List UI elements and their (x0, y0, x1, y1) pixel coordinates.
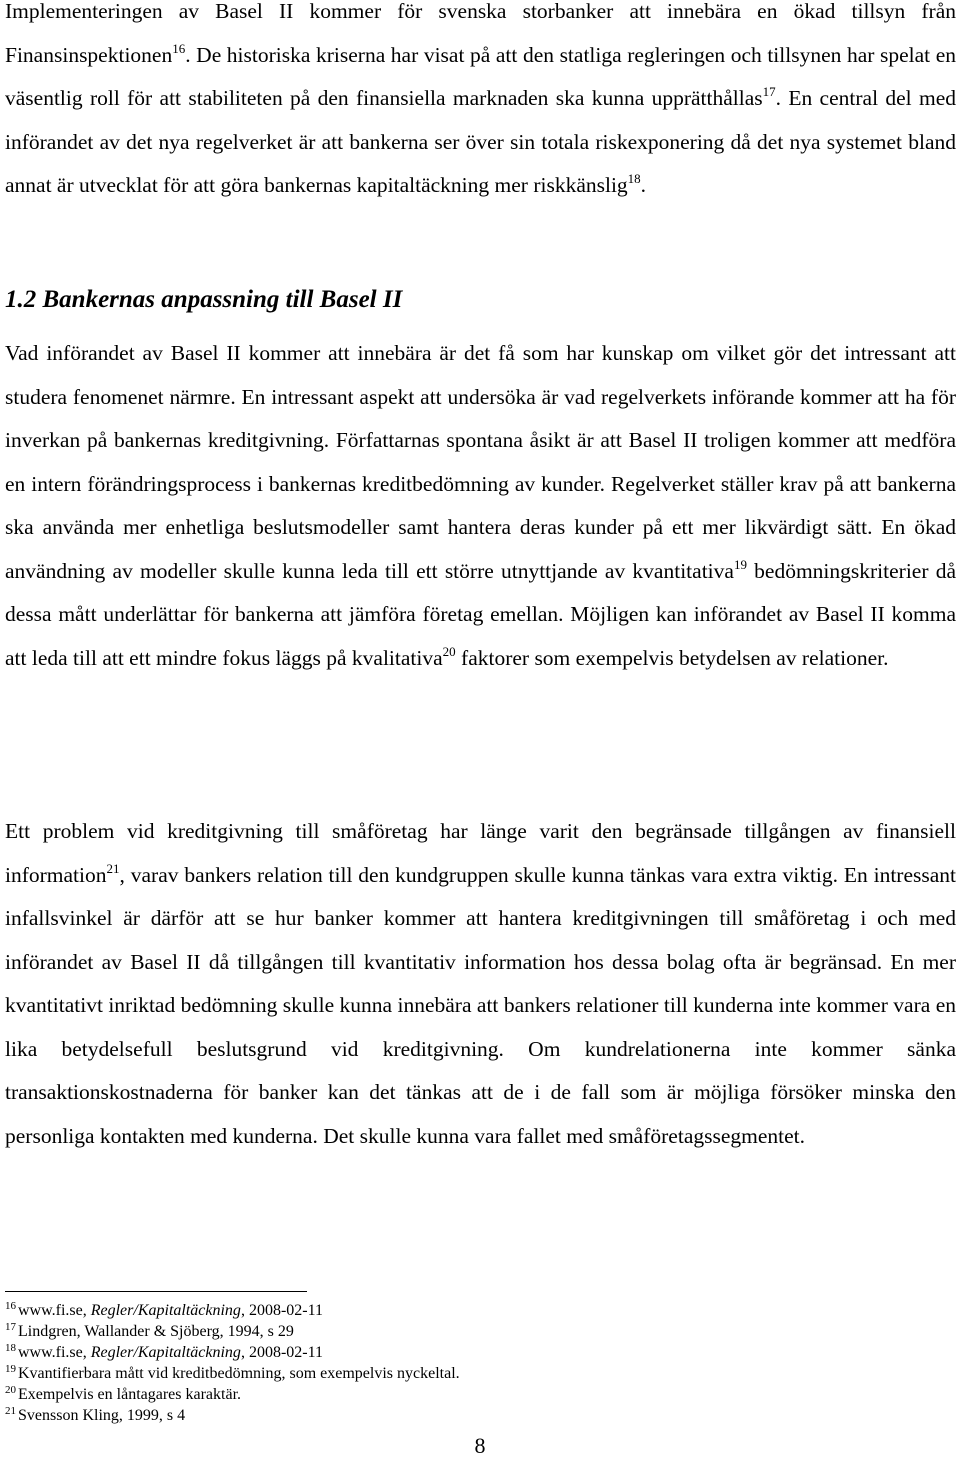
footnote (5, 1300, 905, 1321)
footnote-text: Exempelvis en låntagares karaktär. (18, 1386, 242, 1403)
footnote-ref-16[interactable]: 16 (172, 40, 186, 56)
footnote-number: 20 (5, 1384, 16, 1396)
paragraph-text: bedömningskriterier då dessa mått underlättar för bankerna att jämföra företag emellan. Möjligen kan införandet av Basel II komma att leda till att ett mindre fokus läggs på kvalitativa (5, 558, 956, 670)
paragraph-text: faktorer som exempelvis betydelsen av relationer. (455, 645, 889, 670)
footnote (5, 1342, 905, 1363)
page-number: 8 (474, 1433, 486, 1458)
footnote (5, 1321, 905, 1342)
paragraph-text: Ett problem vid kreditgivning till småföretag har länge varit den begränsade tillgången av finansiell information (5, 819, 956, 887)
footnotes (5, 1300, 905, 1426)
section-heading: 1.2 Bankernas anpassning till Basel II (5, 286, 403, 313)
footnote-date: , 2008-02-11 (240, 1302, 323, 1319)
footnote-text: Svensson Kling, 1999, s 4 (18, 1407, 186, 1424)
footnote-ref-17[interactable]: 17 (762, 84, 776, 99)
footnote-ref-19[interactable]: 19 (733, 556, 747, 572)
paragraph-text: . En central del med införandet av det nya regelverket är att bankerna ser över sin totala riskexponering då det nya systemet bland annat är utvecklat för att göra bankernas kapitaltäckning mer riskkänslig (5, 86, 956, 197)
footnote-text: www.fi.se, (18, 1302, 91, 1319)
footnote-text: www.fi.se, (18, 1344, 91, 1361)
footnote-source-title: Regler/Kapitaltäckning (90, 1344, 241, 1361)
paragraph-basel-adaptation (5, 332, 956, 680)
footnote (5, 1384, 905, 1405)
footnote-number: 17 (5, 1321, 16, 1333)
footnote-ref-18[interactable]: 18 (627, 171, 641, 186)
footnote-source-title: Regler/Kapitaltäckning (90, 1302, 241, 1319)
footnote-divider (5, 1291, 307, 1292)
footnote (5, 1363, 905, 1384)
footnote-number: 16 (5, 1300, 16, 1312)
paragraph-text: . De historiska kriserna har visat på att den statliga regleringen och tillsynen har spelat en väsentlig roll för att stabiliteten på den finansiella marknaden ska kunna upprätthållas (5, 42, 956, 110)
footnote-text: Lindgren, Wallander & Sjöberg, 1994, s 29 (18, 1323, 294, 1340)
paragraph-text: Vad införandet av Basel II kommer att innebära är det få som har kunskap om vilket gör det intressant att studera fenomenet närmre. En intressant aspekt att undersöka är vad regelverkets införande kommer att ha för inverkan på bankernas kreditgivning. Författarnas spontana åsikt är att Basel II troligen kommer att medföra en intern förändringsprocess i bankernas kreditbedömning av kunder. Regelverket ställer krav på att bankerna ska använda mer enhetliga beslutsmodeller samt hantera deras kunder på ett mer likvärdigt sätt. En ökad användning av modeller skulle kunna leda till ett större utnyttjande av kvantitativa (5, 341, 956, 583)
paragraph-text: , varav bankers relation till den kundgruppen skulle kunna tänkas vara extra viktig. En intressant infallsvinkel är därför att se hur banker kommer att hantera kreditgivningen till småföretag i och med införandet av Basel II då tillgången till kvantitativ information hos dessa bolag ofta är begränsad. En mer kvantitativt inriktad bedömning skulle kunna innebära att bankers relationer till kunderna inte kommer vara en lika betydelsefull beslutsgrund vid kreditgivning. Om kundrelationerna inte kommer sänka transaktionskostnaderna för banker kan det tänkas att de i de fall som är möjliga försöker minska den personliga kontakten med kunderna. Det skulle kunna vara fallet med småföretagssegmentet. (5, 862, 956, 1148)
paragraph-small-business-credit (5, 810, 956, 1158)
paragraph-text: Implementeringen av Basel II kommer för svenska storbanker att innebära en ökad tillsyn från Finansinspektionen (5, 0, 956, 67)
footnote-number: 19 (5, 1363, 16, 1375)
paragraph-text: . (640, 173, 647, 197)
footnote-ref-20[interactable]: 20 (442, 643, 456, 659)
footnote (5, 1405, 905, 1426)
footnote-date: , 2008-02-11 (240, 1344, 323, 1361)
paragraph-basel-supervision (5, 0, 956, 208)
footnote-ref-21[interactable]: 21 (106, 860, 120, 876)
footnote-number: 18 (5, 1342, 16, 1354)
footnote-number: 21 (5, 1405, 16, 1417)
footnote-text: Kvantifierbara mått vid kreditbedömning, som exempelvis nyckeltal. (18, 1365, 460, 1382)
